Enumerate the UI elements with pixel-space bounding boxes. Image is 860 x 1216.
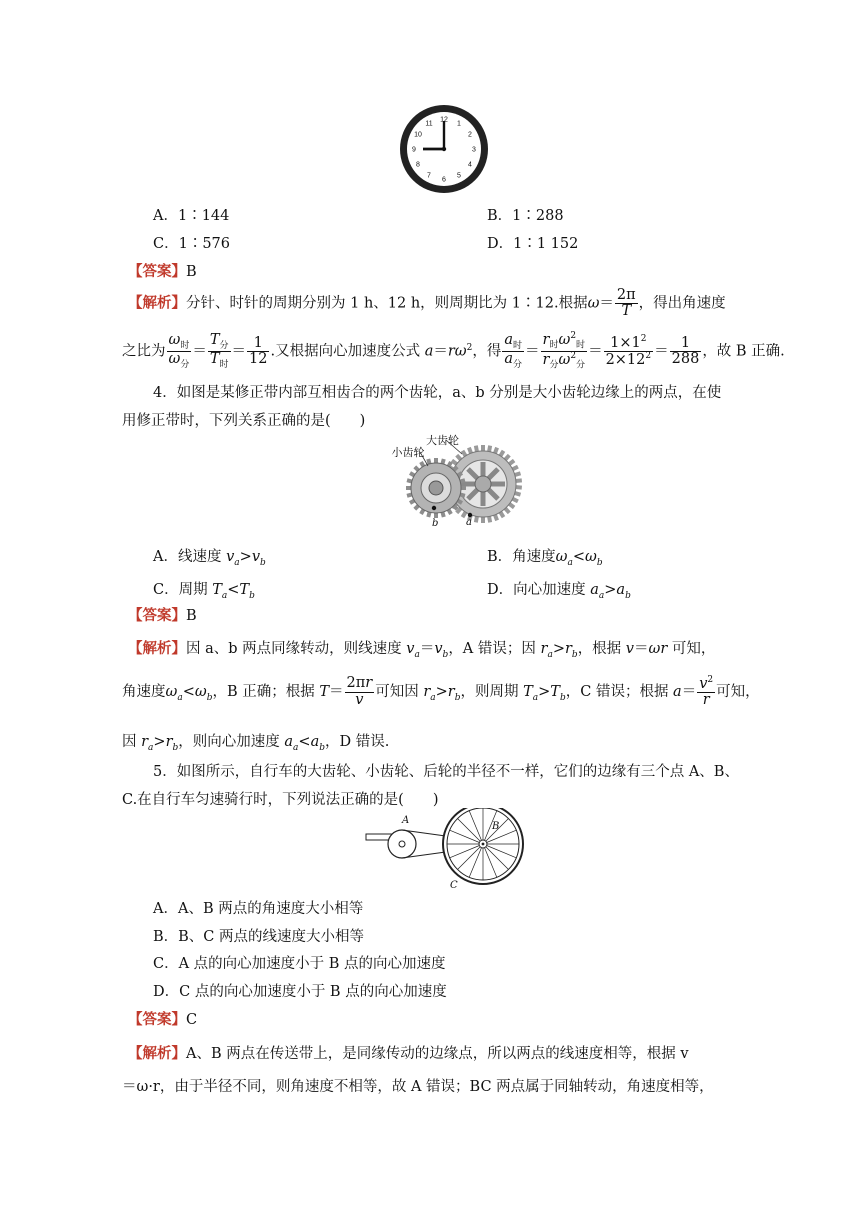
q5-stem-line2: C.在自行车匀速骑行时，下列说法正确的是( ) [122,792,439,808]
clock-number: 8 [416,161,420,169]
clock-number: 12 [440,116,448,124]
q5-answer: 【答案】C [128,1011,198,1028]
q4-analysis-line2: 角速度$\omega_a<\omega_b$，B 正确；根据 T＝ $\frac{2\pi r}{v}$ 可知因 $r_a>r_b$，则周期 $T_a>T_b$，C 错误；根据 a＝ $\frac{v^2}{r}$ 可知， [122,675,760,709]
small-gear-label: 小齿轮 [391,446,425,459]
q4-stem-line1: 4．如图是某修正带内部互相齿合的两个齿轮，a、b 分别是大小齿轮边缘上的两点，在使 [153,385,722,401]
q3-analysis-line2: 之比为 $\frac{\omega_时}{\omega_分}$ ＝ $\frac{T_分}{T_时}$ ＝ $\frac{1}{12}$ .又根据向心加速度公式 $a=r\omega^2$，得 $\frac{a_时}{a_分}$ ＝ $\frac{r_时\omega^2_时}{r_分\omega^2_分}$ ＝ $\frac{1\times 1^2}{2\times 12^2}$ ＝ $\frac{1}{288}$ ，故 B 正确. [122,331,785,371]
q3-option-a: A．1∶144 [153,208,230,224]
clock-number: 7 [427,172,431,180]
q4-option-d: D．向心加速度 $a_a>a_b$ [487,582,631,601]
clock-number: 1 [457,120,461,128]
big-gear-label: 大齿轮 [426,434,459,447]
point-b-label: b [432,518,439,529]
q3-option-b: B．1∶288 [487,208,564,224]
q3-option-c: C．1∶576 [153,236,230,252]
gear-figure [358,426,536,530]
clock-number: 11 [425,120,433,128]
q5-option-d: D．C 点的向心加速度小于 B 点的向心加速度 [153,984,447,1000]
bicycle-figure [362,808,528,890]
clock-number: 4 [468,161,472,169]
clock-number: 5 [457,172,461,180]
clock-number: 10 [414,131,422,139]
answer-tag: 【答案】 [128,263,186,280]
clock-figure [398,101,490,197]
q4-option-b: B．角速度$\omega_a<\omega_b$ [487,549,603,568]
q5-stem-line1: 5．如图所示，自行车的大齿轮、小齿轮、后轮的半径不一样，它们的边缘有三个点 A、B、 [153,764,739,780]
q5-option-a: A．A、B 两点的角速度大小相等 [153,901,364,917]
q4-analysis-line1: 【解析】因 a、b 两点同缘转动，则线速度 $v_a=v_b$，A 错误；因 $r_a>r_b$，根据 v＝ωr 可知， [128,640,716,660]
q4-option-c: C．周期 $T_a<T_b$ [153,582,255,601]
q5-option-b: B．B、C 两点的线速度大小相等 [153,929,365,945]
analysis-text: .又根据向心加速度公式 [270,343,421,360]
point-C-label: C [450,880,458,890]
analysis-text: ，得出角速度 [638,295,726,312]
q4-option-a: A．线速度 $v_a>v_b$ [153,549,266,568]
analysis-text: ，故 B 正确. [702,343,785,360]
clock-number: 3 [472,146,476,154]
q4-answer: 【答案】B [128,607,197,624]
clock-number: 6 [442,176,446,184]
analysis-text: 分针、时针的周期分别为 1 h、12 h，则周期比为 1∶12.根据 [186,295,588,312]
analysis-tag: 【解析】 [128,294,186,312]
analysis-text: 之比为 [122,343,166,360]
q3-answer [128,260,197,281]
clock-number: 2 [468,131,472,139]
point-B-label: B [492,821,500,832]
clock-number: 9 [412,146,416,154]
q3-option-d: D．1∶1 152 [487,236,579,252]
point-a-label: a [466,517,472,528]
q5-analysis-line1: 【解析】A、B 两点在传送带上，是同缘传动的边缘点，所以两点的线速度相等，根据 v [128,1045,689,1062]
q5-option-c: C．A 点的向心加速度小于 B 点的向心加速度 [153,956,446,972]
q4-stem-line2: 用修正带时，下列关系正确的是( ) [122,413,366,429]
point-A-label: A [402,815,410,826]
analysis-text: ，得 [472,343,502,360]
q3-analysis-line1: 【解析】分针、时针的周期分别为 1 h、12 h，则周期比为 1∶12.根据ω＝ $\frac{2\pi}{T}$ ，得出角速度 [128,287,726,320]
answer-value: B [186,264,197,280]
q5-analysis-line2: ＝ω·r，由于半径不同，则角速度不相等，故 A 错误；BC 两点属于同轴转动，角速度相等， [122,1079,714,1095]
q4-analysis-line3: 因 $r_a>r_b$，则向心加速度 $a_a<a_b$，D 错误. [122,734,390,753]
